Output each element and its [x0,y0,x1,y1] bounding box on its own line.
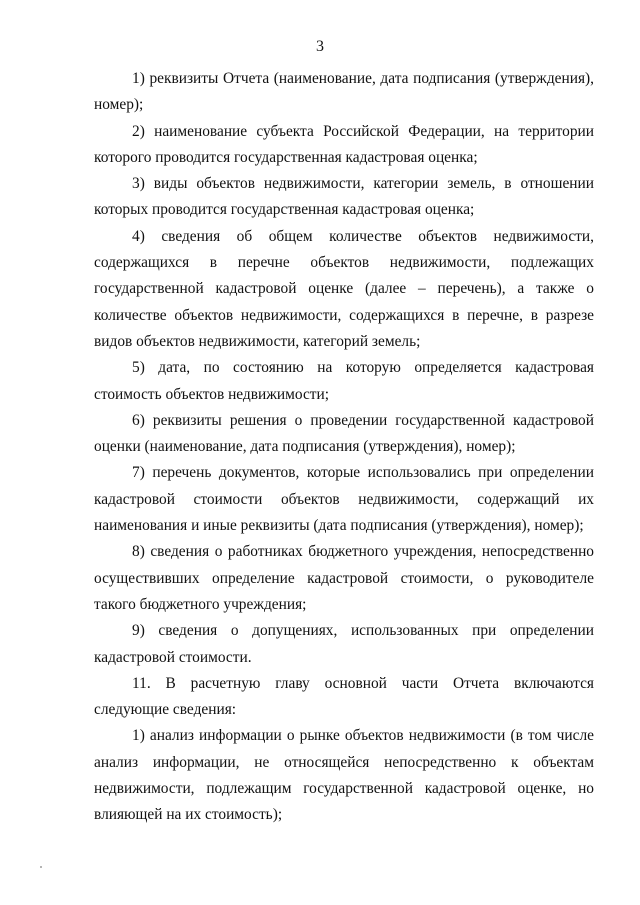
section-11-heading: 11. В расчетную главу основной части Отчета включаются следующие сведения: [94,674,594,719]
paragraph-item-3: 3) виды объектов недвижимости, категории земель, в отношении которых проводится государственная кадастровая оценка; [94,175,594,219]
paragraph-item-5: 5) дата, по состоянию на которую определяется кадастровая стоимость объектов недвижимости; [94,359,594,403]
scan-mark [40,866,42,868]
paragraph-item-4: 4) сведения об общем количестве объектов недвижимости, содержащихся в перечне объектов недвижимости, подлежащих государственной кадастровой оценке (далее – перечень), а также о количестве объектов недвижимости, содержащихся в перечне, в разрезе видов объектов недвижимости, категорий земель; [94,227,594,350]
document-body [94,66,594,829]
paragraph-item-8: 8) сведения о работниках бюджетного учреждения, непосредственно осуществивших определение кадастровой стоимости, о руководителе такого бюджетного учреждения; [94,543,594,613]
paragraph-item-9: 9) сведения о допущениях, использованных при определении кадастровой стоимости. [94,622,594,666]
page-number: 3 [316,38,324,55]
section-11-item-1: 1) анализ информации о рынке объектов недвижимости (в том числе анализ информации, не относящейся непосредственно к объектам недвижимости, подлежащим государственной кадастровой оценке, но влияющей на их стоимость); [94,727,594,824]
paragraph-item-6: 6) реквизиты решения о проведении государственной кадастровой оценки (наименование, дата подписания (утверждения), номер); [94,411,594,456]
paragraph-item-1: 1) реквизиты Отчета (наименование, дата подписания (утверждения), номер); [94,70,594,114]
paragraph-item-2: 2) наименование субъекта Российской Федерации, на территории которого проводится государственная кадастровая оценка; [94,122,594,166]
paragraph-item-7: 7) перечень документов, которые использовались при определении кадастровой стоимости объектов недвижимости, содержащий их наименования и иные реквизиты (дата подписания (утверждения), номер); [94,464,594,535]
